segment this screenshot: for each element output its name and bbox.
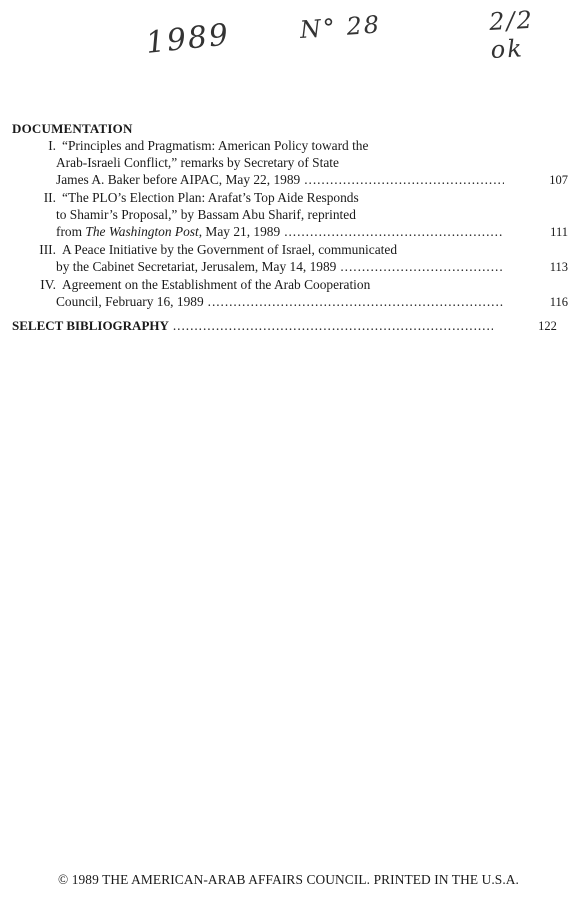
handwritten-corner-note: 2/2 ok bbox=[488, 5, 535, 64]
entry-last-line bbox=[56, 223, 280, 240]
entry-title-line: Agreement on the Establishment of the Arab Cooperation bbox=[62, 277, 371, 292]
toc-entry-leader-line bbox=[12, 223, 568, 241]
page-number: 111 bbox=[550, 225, 568, 239]
page-number: 107 bbox=[549, 173, 568, 187]
entry-numeral: IV. bbox=[40, 277, 56, 292]
publication-title: The Washington Post bbox=[85, 224, 199, 239]
page-number: 116 bbox=[549, 295, 568, 309]
dot-leader bbox=[340, 258, 504, 275]
entry-title-line: “Principles and Pragmatism: American Policy toward the bbox=[62, 138, 369, 153]
toc-entry-leader-line bbox=[12, 258, 568, 276]
toc-entry-leader-line bbox=[12, 171, 568, 189]
toc-entry-line bbox=[12, 189, 568, 206]
toc-entry-bibliography bbox=[12, 317, 568, 335]
dot-leader bbox=[208, 293, 504, 310]
entry-numeral: III. bbox=[39, 242, 56, 257]
toc-entry-2 bbox=[12, 189, 568, 241]
entry-numeral: II. bbox=[43, 190, 56, 205]
toc-entry-line: Arab-Israeli Conflict,” remarks by Secretary of State bbox=[56, 155, 339, 170]
bibliography-heading: SELECT BIBLIOGRAPHY bbox=[12, 318, 169, 333]
entry-title-line: “The PLO’s Election Plan: Arafat’s Top Aide Responds bbox=[62, 190, 359, 205]
dot-leader bbox=[304, 171, 504, 188]
page-number: 122 bbox=[538, 319, 557, 333]
dot-leader bbox=[284, 223, 504, 240]
entry-last-line: Council, February 16, 1989 bbox=[56, 294, 204, 309]
toc-entry-3 bbox=[12, 241, 568, 276]
toc-entry-4 bbox=[12, 276, 568, 311]
table-of-contents bbox=[12, 120, 568, 335]
handwritten-year: 1989 bbox=[144, 17, 232, 61]
page-number: 113 bbox=[549, 260, 568, 274]
handwritten-issue-number: N° 28 bbox=[299, 10, 382, 44]
entry-last-line: James A. Baker before AIPAC, May 22, 1989 bbox=[56, 172, 301, 187]
copyright-footer: © 1989 THE AMERICAN-ARAB AFFAIRS COUNCIL. PRINTED IN THE U.S.A. bbox=[58, 872, 519, 887]
entry-last-line-prefix: from bbox=[56, 224, 86, 239]
dot-leader bbox=[173, 317, 493, 334]
section-heading-documentation: DOCUMENTATION bbox=[12, 121, 133, 136]
entry-last-line: by the Cabinet Secretariat, Jerusalem, May 14, 1989 bbox=[56, 259, 337, 274]
entry-last-line-suffix: , May 21, 1989 bbox=[198, 224, 281, 239]
toc-entry-line bbox=[12, 241, 568, 258]
toc-entry-1 bbox=[12, 137, 568, 189]
toc-entry-leader-line bbox=[12, 293, 568, 311]
entry-numeral: I. bbox=[48, 138, 56, 153]
entry-title-line: A Peace Initiative by the Government of Israel, communicated bbox=[62, 242, 398, 257]
toc-entry-line: to Shamir’s Proposal,” by Bassam Abu Sharif, reprinted bbox=[56, 207, 356, 222]
toc-entry-line bbox=[12, 137, 568, 154]
toc-entry-line bbox=[12, 276, 568, 293]
